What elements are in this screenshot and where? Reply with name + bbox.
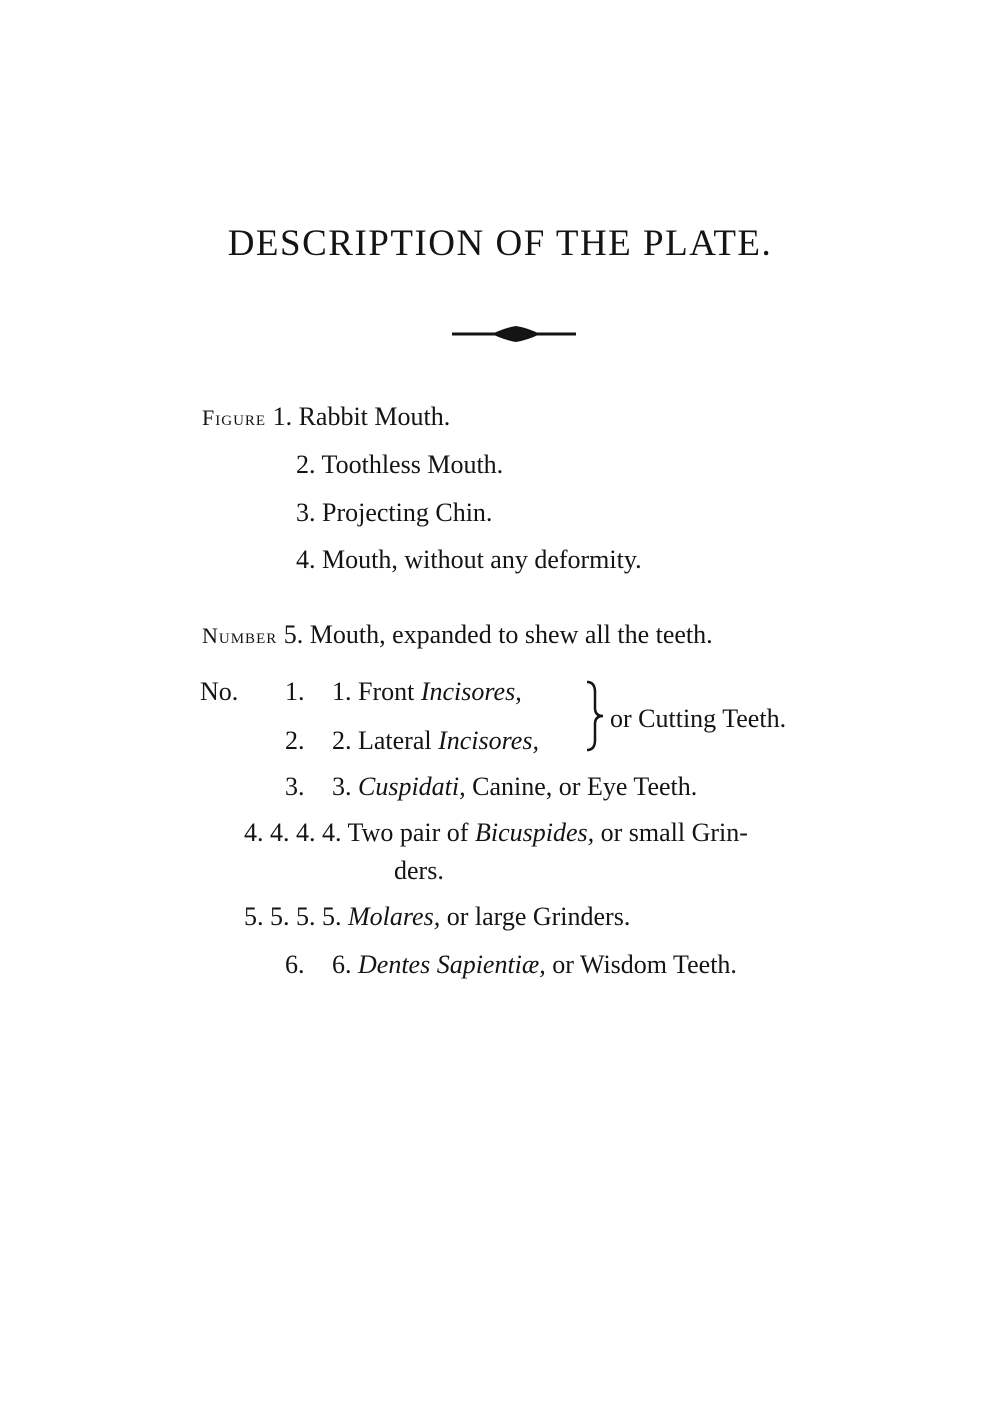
teeth-row-1-num-a: 1. xyxy=(285,677,305,706)
teeth-row-6-text: or Wisdom Teeth. xyxy=(552,950,737,979)
teeth-row-1-italic: Incisores, xyxy=(420,677,522,706)
curly-brace-icon xyxy=(583,680,605,752)
number-label: Number xyxy=(202,623,278,648)
figure-number: 3. xyxy=(296,498,316,527)
teeth-row-6 xyxy=(332,950,737,980)
no-label: No. xyxy=(200,677,239,706)
figure-text: Mouth, without any deformity. xyxy=(322,545,642,574)
page-title: DESCRIPTION OF THE PLATE. xyxy=(227,223,773,264)
teeth-row-3-num-b: 3. xyxy=(332,772,352,801)
figure-label: Figure xyxy=(202,405,267,430)
number-text: Mouth, expanded to shew all the teeth. xyxy=(309,620,713,649)
teeth-row-4-text-post: or small Grin- xyxy=(600,818,748,847)
teeth-row-5 xyxy=(244,902,630,932)
figure-text: Rabbit Mouth. xyxy=(298,402,451,431)
teeth-row-3-italic: Cuspidati, xyxy=(358,772,466,801)
teeth-row-4-text-pre: Two pair of xyxy=(347,818,469,847)
number-value: 5. xyxy=(283,620,304,649)
teeth-row-5-text: or large Grinders. xyxy=(446,902,631,931)
teeth-row-1-text: Front xyxy=(358,677,415,706)
figure-number: 1. xyxy=(272,402,293,431)
teeth-row-2-num-a: 2. xyxy=(285,726,305,755)
teeth-row-5-nums: 5. 5. 5. 5. xyxy=(244,902,342,931)
brace-text: or Cutting Teeth. xyxy=(610,704,787,733)
figure-item-4 xyxy=(296,545,642,575)
teeth-row-6-italic: Dentes Sapientiæ, xyxy=(358,950,546,979)
teeth-row-1-num-b: 1. xyxy=(332,677,352,706)
figure-number: 4. xyxy=(296,545,316,574)
figure-text: Projecting Chin. xyxy=(322,498,493,527)
figure-item-1 xyxy=(202,402,450,433)
teeth-row-2-text: Lateral xyxy=(358,726,432,755)
teeth-row-2 xyxy=(332,726,539,756)
teeth-row-4 xyxy=(244,818,748,848)
number-line xyxy=(202,620,713,651)
figure-item-2 xyxy=(296,450,503,480)
ornament-rule-icon xyxy=(452,322,576,344)
figure-number: 2. xyxy=(296,450,316,479)
teeth-row-3 xyxy=(332,772,697,802)
teeth-row-2-italic: Incisores, xyxy=(438,726,539,755)
teeth-row-4-continuation: ders. xyxy=(394,856,444,885)
teeth-row-2-num-b: 2. xyxy=(332,726,352,755)
teeth-row-5-italic: Molares, xyxy=(348,902,441,931)
teeth-row-4-italic: Bicuspides, xyxy=(474,818,595,847)
teeth-row-3-num-a: 3. xyxy=(285,772,305,801)
teeth-row-4-nums: 4. 4. 4. 4. xyxy=(244,818,342,847)
teeth-row-1 xyxy=(332,677,522,707)
figure-text: Toothless Mouth. xyxy=(321,450,504,479)
figure-item-3 xyxy=(296,498,492,528)
teeth-row-3-text: Canine, or Eye Teeth. xyxy=(472,772,698,801)
teeth-row-6-num-a: 6. xyxy=(285,950,305,979)
teeth-row-6-num-b: 6. xyxy=(332,950,352,979)
